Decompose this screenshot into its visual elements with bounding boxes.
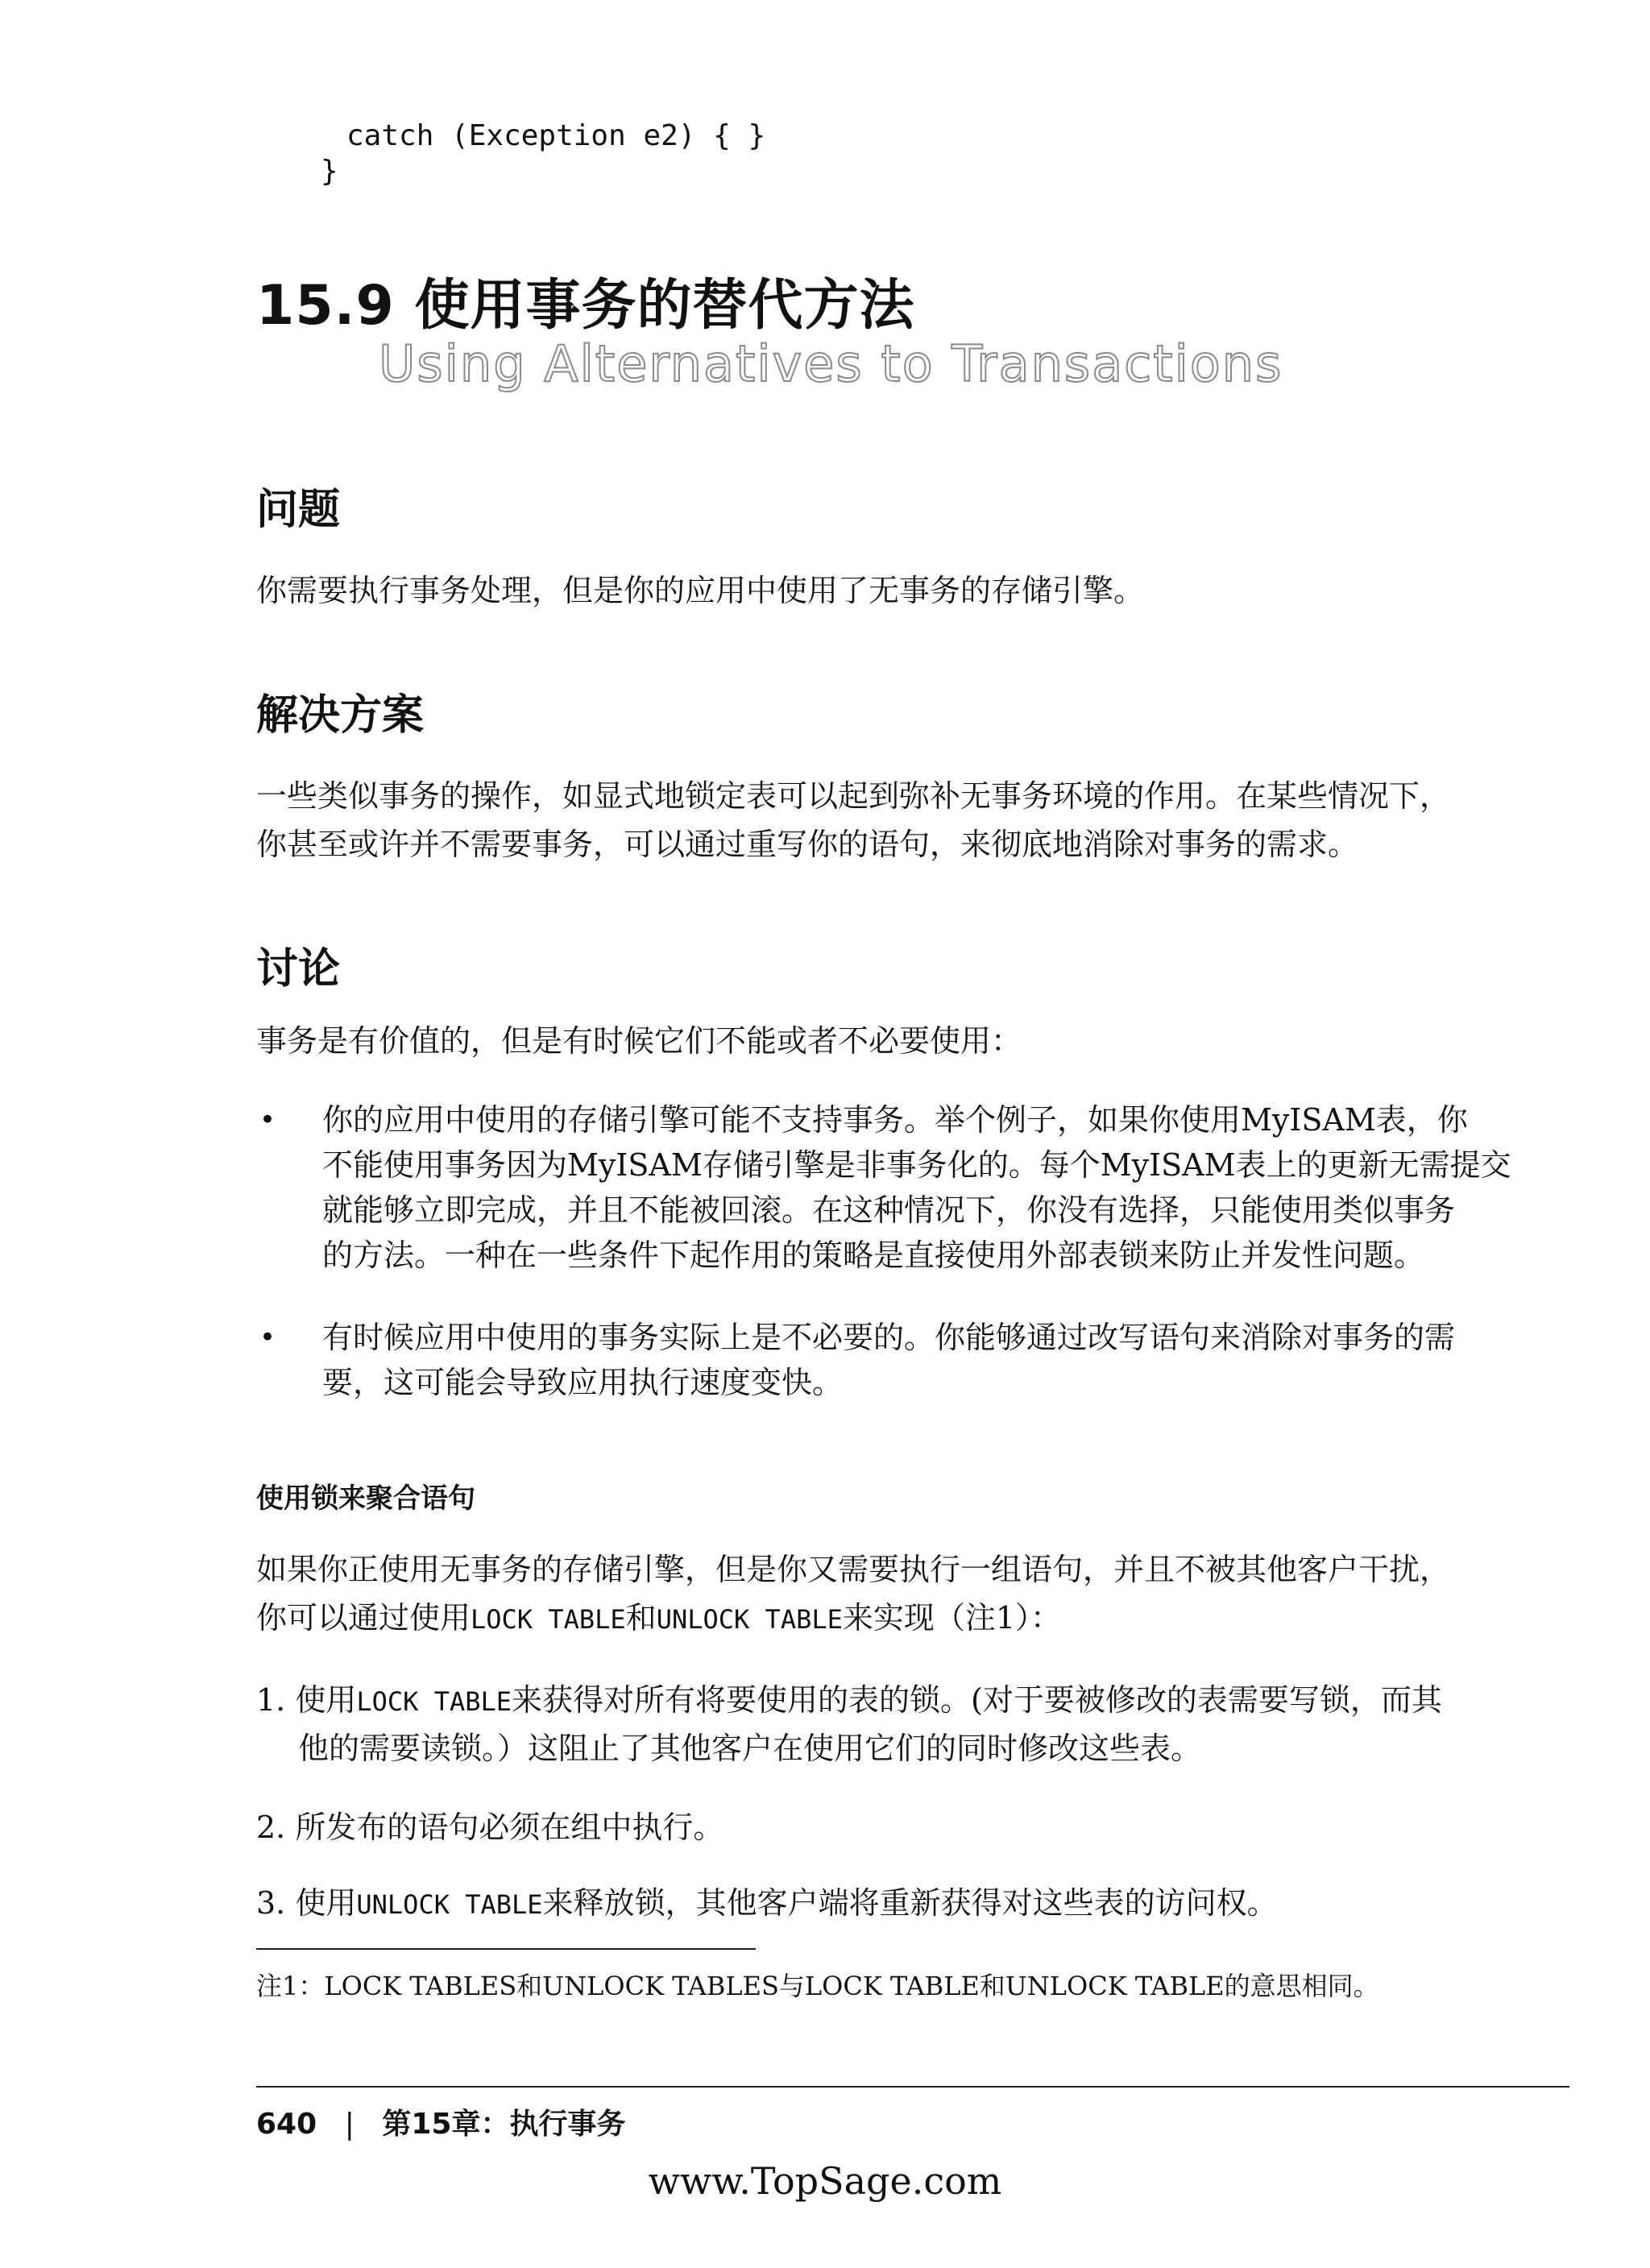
bullet-1-line-2: 不能使用事务因为MyISAM存储引擎是非事务化的。每个MyISAM表上的更新无需提交 — [322, 1147, 1511, 1183]
step-1-line-2: 他的需要读锁。）这阻止了其他客户在使用它们的同时修改这些表。 — [298, 1731, 1202, 1766]
step-number: 3. — [256, 1885, 286, 1921]
bullet-1-line-1: 你的应用中使用的存储引擎可能不支持事务。举个例子，如果你使用MyISAM表，你 — [322, 1102, 1468, 1138]
discussion-heading: 讨论 — [256, 945, 341, 993]
bullet-marker: • — [259, 1321, 276, 1354]
chapter-title: 第15章：执行事务 — [382, 2108, 626, 2141]
text: 所发布的语句必须在组中执行。 — [295, 1810, 724, 1845]
footer-separator: | — [344, 2108, 354, 2141]
text: 来获得对所有将要使用的表的锁。(对于要被修改的表需要写锁，而其 — [512, 1682, 1442, 1718]
locks-intro-line-2 — [256, 1594, 1577, 1644]
step-3 — [256, 1879, 1577, 1929]
footnote-text: 注1：LOCK TABLES和UNLOCK TABLES与LOCK TABLE和UNLOCK TABLE的意思相同。 — [256, 1971, 1379, 2001]
keyword-lock-table: LOCK TABLE — [471, 1604, 626, 1635]
keyword-unlock-table: UNLOCK TABLE — [656, 1604, 843, 1635]
locks-heading: 使用锁来聚合语句 — [256, 1482, 475, 1515]
footnote-divider — [256, 1948, 756, 1950]
step-1-line-1 — [256, 1676, 1577, 1726]
keyword-lock-table: LOCK TABLE — [356, 1686, 512, 1717]
footer-folio — [256, 2101, 626, 2142]
step-number: 2. — [256, 1810, 286, 1845]
solution-heading: 解决方案 — [256, 691, 425, 740]
text: 来实现（注1）： — [842, 1600, 1062, 1636]
step-2 — [256, 1803, 1577, 1851]
step-number: 1. — [256, 1682, 286, 1718]
bullet-1-line-3: 就能够立即完成，并且不能被回滚。在这种情况下，你没有选择，只能使用类似事务 — [322, 1192, 1456, 1228]
text: 使用 — [295, 1885, 357, 1921]
section-title: 15.9 使用事务的替代方法 — [256, 274, 915, 338]
solution-line-1: 一些类似事务的操作，如显式地锁定表可以起到弥补无事务环境的作用。在某些情况下， — [256, 778, 1451, 814]
problem-heading: 问题 — [256, 486, 341, 534]
page-number: 640 — [256, 2108, 317, 2141]
footer-divider — [256, 2086, 1569, 2088]
website-link[interactable]: www.TopSage.com — [648, 2159, 1002, 2203]
bullet-2-line-1: 有时候应用中使用的事务实际上是不必要的。你能够通过改写语句来消除对事务的需 — [322, 1320, 1456, 1355]
bullet-marker: • — [259, 1104, 276, 1136]
text: 来释放锁，其他客户端将重新获得对这些表的访问权。 — [542, 1885, 1278, 1921]
text: 使用 — [295, 1682, 357, 1718]
keyword-unlock-table: UNLOCK TABLE — [356, 1889, 543, 1920]
bullet-1-line-4: 的方法。一种在一些条件下起作用的策略是直接使用外部表锁来防止并发性问题。 — [322, 1238, 1425, 1273]
solution-line-2: 你甚至或许并不需要事务，可以通过重写你的语句，来彻底地消除对事务的需求。 — [256, 827, 1359, 862]
text: 你可以通过使用 — [256, 1600, 471, 1636]
section-subtitle: Using Alternatives to Transactions — [379, 334, 1283, 393]
problem-text: 你需要执行事务处理，但是你的应用中使用了无事务的存储引擎。 — [256, 573, 1145, 608]
discussion-intro: 事务是有价值的，但是有时候它们不能或者不必要使用： — [256, 1023, 1022, 1059]
code-line-brace: } — [321, 155, 338, 188]
locks-intro-line-1: 如果你正使用无事务的存储引擎，但是你又需要执行一组语句，并且不被其他客户干扰， — [256, 1552, 1451, 1587]
bullet-2-line-2: 要，这可能会导致应用执行速度变快。 — [322, 1365, 844, 1400]
text: 和 — [625, 1600, 657, 1636]
code-line-catch: catch (Exception e2) { } — [346, 119, 766, 152]
